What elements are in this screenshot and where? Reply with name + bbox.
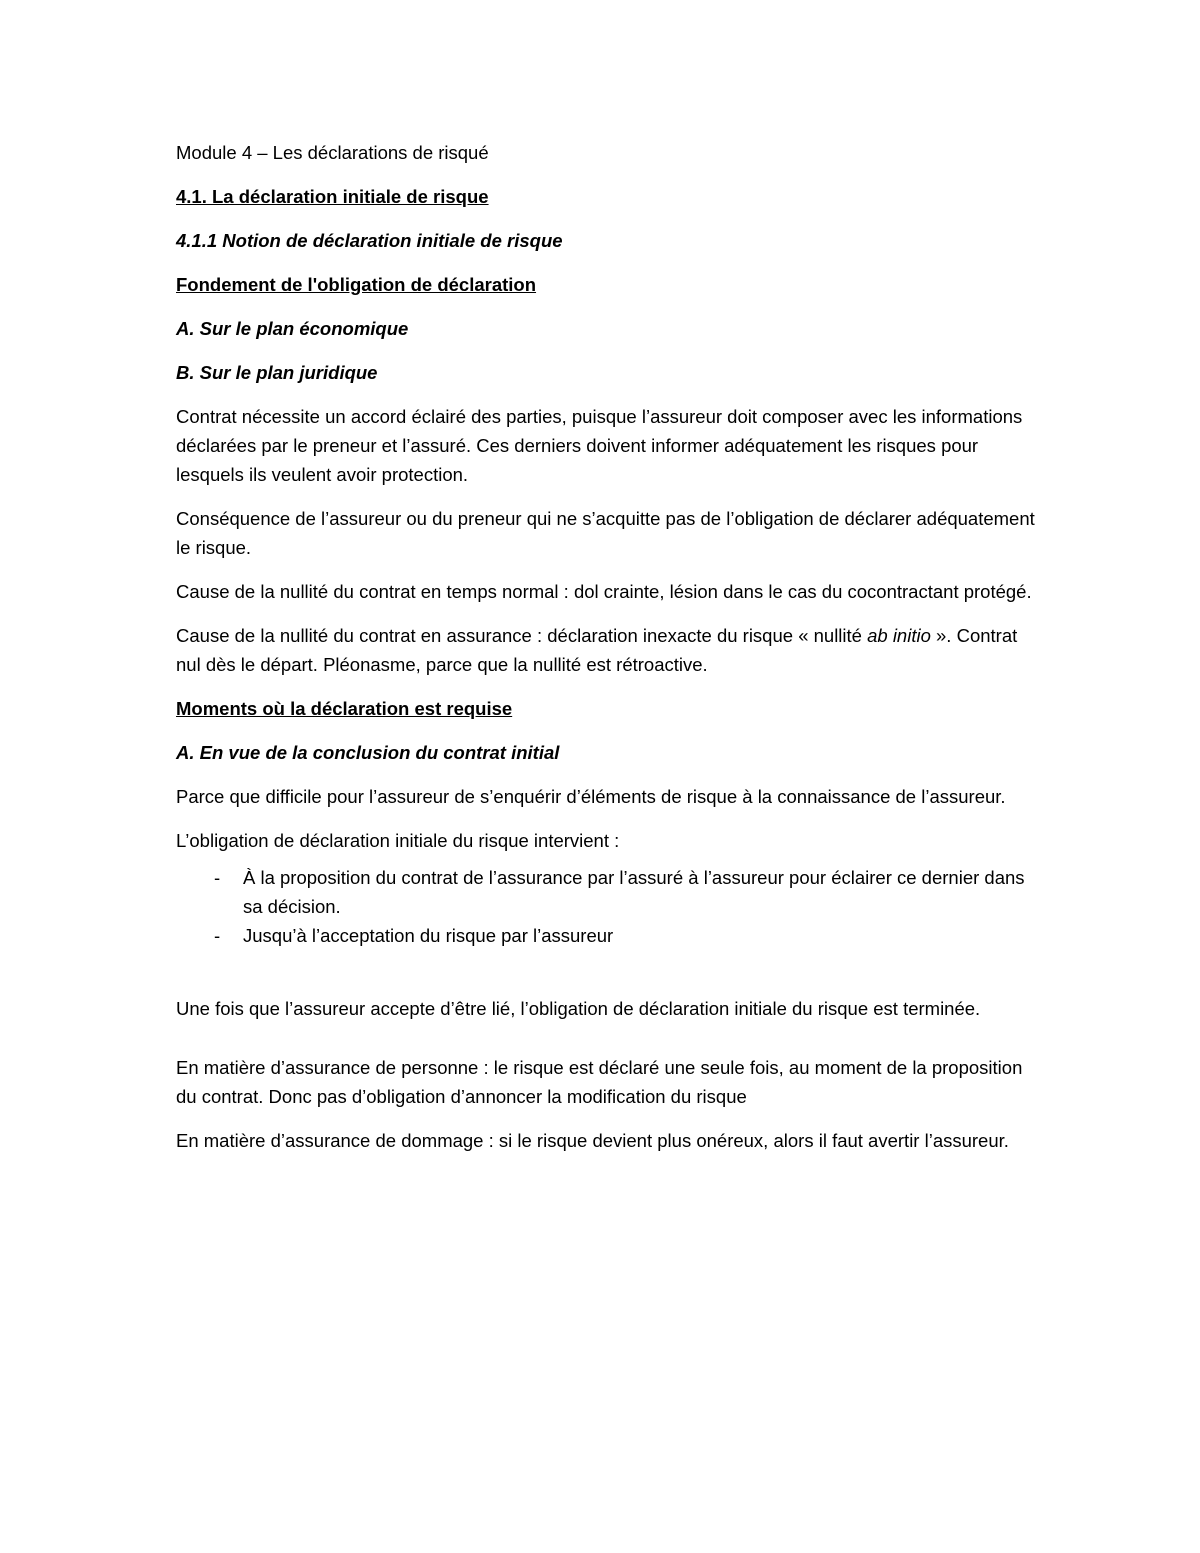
subsection-heading: 4.1.1 Notion de déclaration initiale de risque — [176, 230, 563, 251]
paragraph-assurance-personne: En matière d’assurance de personne : le risque est déclaré une seule fois, au moment de la proposition du contrat. Donc pas d’obligation d’annoncer la modification du risque — [176, 1057, 1023, 1107]
list-item — [176, 863, 1036, 921]
paragraph-une-fois: Une fois que l’assureur accepte d’être lié, l’obligation de déclaration initiale du risque est terminée. — [176, 998, 981, 1019]
section-heading: 4.1. La déclaration initiale de risque — [176, 186, 489, 207]
list-dash: - — [214, 867, 221, 888]
paragraph-cause-assurance-start: Cause de la nullité du contrat en assurance : déclaration inexacte du risque « nullité — [176, 625, 868, 646]
obligation-list — [176, 863, 1036, 950]
moments-a-heading: A. En vue de la conclusion du contrat initial — [176, 742, 560, 763]
heading-moments: Moments où la déclaration est requise — [176, 698, 513, 719]
paragraph-consequence: Conséquence de l’assureur ou du preneur qui ne s’acquitte pas de l’obligation de déclarer adéquatement le risque. — [176, 508, 1035, 558]
paragraph-assurance-dommage: En matière d’assurance de dommage : si le risque devient plus onéreux, alors il faut avertir l’assureur. — [176, 1130, 1009, 1151]
paragraph-cause-assurance-end: ». Contrat nul dès le départ. Pléonasme, parce que la nullité est rétroactive. — [176, 625, 1018, 675]
paragraph-cause-assurance — [176, 621, 1036, 679]
fondement-b-heading: B. Sur le plan juridique — [176, 362, 378, 383]
paragraph-obligation: L’obligation de déclaration initiale du risque intervient : — [176, 830, 620, 851]
list-item — [176, 921, 1036, 950]
document-body — [176, 138, 1036, 1170]
heading-fondement: Fondement de l'obligation de déclaration — [176, 274, 537, 295]
paragraph-parce-que: Parce que difficile pour l’assureur de s’enquérir d’éléments de risque à la connaissance de l’assureur. — [176, 786, 1006, 807]
ab-initio-italic: ab initio — [867, 625, 931, 646]
list-dash: - — [214, 925, 221, 946]
list-item-text: Jusqu’à l’acceptation du risque par l’assureur — [243, 925, 614, 946]
paragraph-cause-normal: Cause de la nullité du contrat en temps normal : dol crainte, lésion dans le cas du cocontractant protégé. — [176, 581, 1032, 602]
fondement-a-heading: A. Sur le plan économique — [176, 318, 409, 339]
document-title: Module 4 – Les déclarations de risqué — [176, 142, 489, 163]
list-item-text: À la proposition du contrat de l’assurance par l’assuré à l’assureur pour éclairer ce dernier dans sa décision. — [243, 867, 1025, 917]
paragraph-contrat: Contrat nécessite un accord éclairé des parties, puisque l’assureur doit composer avec les informations déclarées par le preneur et l’assuré. Ces derniers doivent informer adéquatement les risques pour lesquels ils veulent avoir protection. — [176, 406, 1023, 485]
